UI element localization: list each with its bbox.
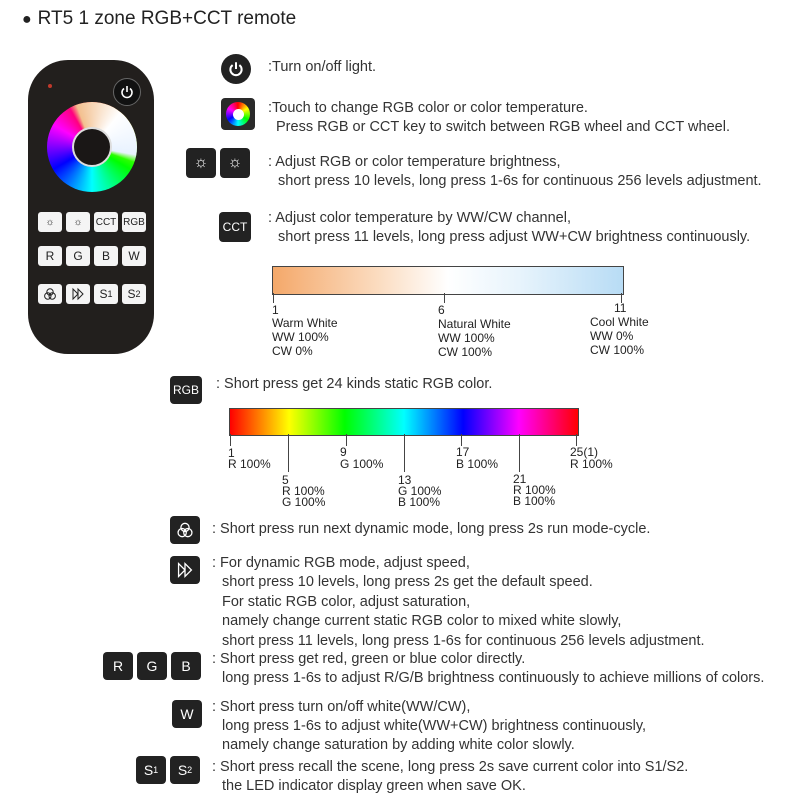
rgb-p9-a: G 100%	[340, 457, 384, 471]
wheel-description-line2: Press RGB or CCT key to switch between RGB wheel and CCT wheel.	[276, 119, 730, 135]
page-title: ● RT5 1 zone RGB+CCT remote	[22, 8, 297, 29]
cct-tick-left	[273, 293, 274, 303]
remote-b-key[interactable]: B	[94, 246, 118, 266]
s-description-line2: the LED indicator display green when save OK.	[222, 778, 526, 794]
rgb-p9-num: 9	[340, 445, 347, 459]
legend-brightness-up-key: ☼	[220, 148, 250, 178]
rgb-tick-5	[288, 434, 289, 472]
remote-control	[28, 60, 154, 354]
cct-tick-mid	[444, 293, 445, 303]
mode-circles-icon	[176, 521, 194, 539]
rgb-p13-b: B 100%	[398, 495, 441, 509]
rgb-p1-a: R 100%	[228, 457, 271, 471]
w-description-line3: namely change saturation by adding white color slowly.	[222, 737, 575, 753]
legend-rgb-key: RGB	[170, 376, 202, 404]
remote-w-key[interactable]: W	[122, 246, 146, 266]
speed-description-line4: namely change current static RGB color to mixed white slowly,	[222, 613, 622, 629]
legend-brightness-down-key: ☼	[186, 148, 216, 178]
brightness-description-line1: : Adjust RGB or color temperature brightness,	[268, 154, 561, 170]
cct-right-name: Cool White	[590, 315, 649, 329]
cct-description-line1: : Adjust color temperature by WW/CW channel,	[268, 210, 571, 226]
power-icon	[119, 84, 135, 100]
legend-cct-key: CCT	[219, 212, 251, 242]
legend-speed-key	[170, 556, 200, 584]
cct-left-cw: CW 0%	[272, 344, 313, 358]
speed-description-line3: For static RGB color, adjust saturation,	[222, 594, 471, 610]
title-text: RT5 1 zone RGB+CCT remote	[37, 8, 297, 29]
legend-power-key	[221, 54, 251, 84]
cct-right-cw: CW 100%	[590, 343, 645, 357]
cct-left-ww: WW 100%	[272, 330, 329, 344]
rgb-p5-num: 5	[282, 473, 289, 487]
remote-cct-key[interactable]: CCT	[94, 212, 118, 232]
rgb-p13-a: G 100%	[398, 484, 442, 498]
led-indicator	[48, 84, 52, 88]
speed-icon	[176, 561, 194, 579]
legend-g-key: G	[137, 652, 167, 680]
power-description: :Turn on/off light.	[268, 59, 377, 75]
wheel-center	[72, 127, 112, 167]
w-description-line1: : Short press turn on/off white(WW/CW),	[212, 699, 471, 715]
rgb-p21-b: B 100%	[513, 494, 556, 508]
rgbkeys-description-line1: : Short press get red, green or blue color directly.	[212, 651, 526, 667]
s2-letter: S	[127, 287, 136, 301]
w-description-line2: long press 1-6s to adjust white(WW+CW) brightness continuously,	[222, 718, 647, 734]
s1-letter: S	[99, 287, 108, 301]
legend-r-key: R	[103, 652, 133, 680]
brightness-description-line2: short press 10 levels, long press 1-6s for continuous 256 levels adjustment.	[278, 173, 762, 189]
power-icon	[227, 60, 245, 78]
rgb-p21-num: 21	[513, 472, 527, 486]
legend-s2-key	[170, 756, 200, 784]
cct-mid-name: Natural White	[438, 317, 511, 331]
s1-subscript: 1	[107, 289, 113, 299]
cct-left-num: 1	[272, 303, 279, 317]
remote-rgb-key[interactable]: RGB	[122, 212, 146, 232]
rgb-tick-13	[404, 434, 405, 472]
speed-description-line5: short press 11 levels, long press 1-6s for continuous 256 levels adjustment.	[222, 633, 705, 649]
s1-letter: S	[143, 762, 154, 778]
remote-mode-key[interactable]	[38, 284, 62, 304]
s1-subscript: 1	[153, 765, 159, 775]
remote-power-button[interactable]	[113, 78, 141, 106]
speed-icon	[71, 287, 85, 301]
rgb-p13-num: 13	[398, 473, 412, 487]
remote-brightness-up-key[interactable]: ☼	[66, 212, 90, 232]
remote-s1-key[interactable]	[94, 284, 118, 304]
remote-s2-key[interactable]	[122, 284, 146, 304]
rgb-p17-num: 17	[456, 445, 470, 459]
rgb-p17-a: B 100%	[456, 457, 499, 471]
legend-wheel-key	[221, 98, 255, 130]
rgb-p1-num: 1	[228, 446, 235, 460]
color-wheel-icon	[226, 102, 250, 126]
legend-s1-key	[136, 756, 166, 784]
remote-speed-key[interactable]	[66, 284, 90, 304]
mode-circles-icon	[43, 287, 57, 301]
rgb-p21-a: R 100%	[513, 483, 556, 497]
rgb-tick-1	[230, 434, 231, 446]
rgb-gradient-bar	[229, 408, 579, 436]
s-description-line1: : Short press recall the scene, long press 2s save current color into S1/S2.	[212, 759, 689, 775]
cct-mid-num: 6	[438, 303, 445, 317]
rgb-p25-a: R 100%	[570, 457, 613, 471]
speed-description-line1: : For dynamic RGB mode, adjust speed,	[212, 555, 470, 571]
cct-gradient-bar	[272, 266, 624, 295]
remote-brightness-down-key[interactable]: ☼	[38, 212, 62, 232]
remote-r-key[interactable]: R	[38, 246, 62, 266]
cct-left-name: Warm White	[272, 316, 338, 330]
legend-mode-key	[170, 516, 200, 544]
s2-letter: S	[177, 762, 188, 778]
legend-b-key: B	[171, 652, 201, 680]
remote-g-key[interactable]: G	[66, 246, 90, 266]
s2-subscript: 2	[187, 765, 193, 775]
cct-right-ww: WW 0%	[590, 329, 634, 343]
mode-description: : Short press run next dynamic mode, long press 2s run mode-cycle.	[212, 521, 651, 537]
wheel-description-line1: :Touch to change RGB color or color temperature.	[268, 100, 588, 116]
cct-mid-cw: CW 100%	[438, 345, 493, 359]
rgbkeys-description-line2: long press 1-6s to adjust R/G/B brightness continuously to achieve millions of colors.	[222, 670, 765, 686]
rgb-p5-b: G 100%	[282, 495, 326, 509]
legend-w-key: W	[172, 700, 202, 728]
s2-subscript: 2	[135, 289, 141, 299]
rgb-description: : Short press get 24 kinds static RGB color.	[216, 376, 493, 392]
cct-description-line2: short press 11 levels, long press adjust WW+CW brightness continuously.	[278, 229, 751, 245]
rgb-p5-a: R 100%	[282, 484, 325, 498]
cct-mid-ww: WW 100%	[438, 331, 495, 345]
rgb-tick-21	[519, 434, 520, 472]
rgb-p25-num: 25(1)	[570, 445, 599, 459]
speed-description-line2: short press 10 levels, long press 2s get the default speed.	[222, 574, 593, 590]
cct-right-num: 11	[614, 301, 627, 315]
